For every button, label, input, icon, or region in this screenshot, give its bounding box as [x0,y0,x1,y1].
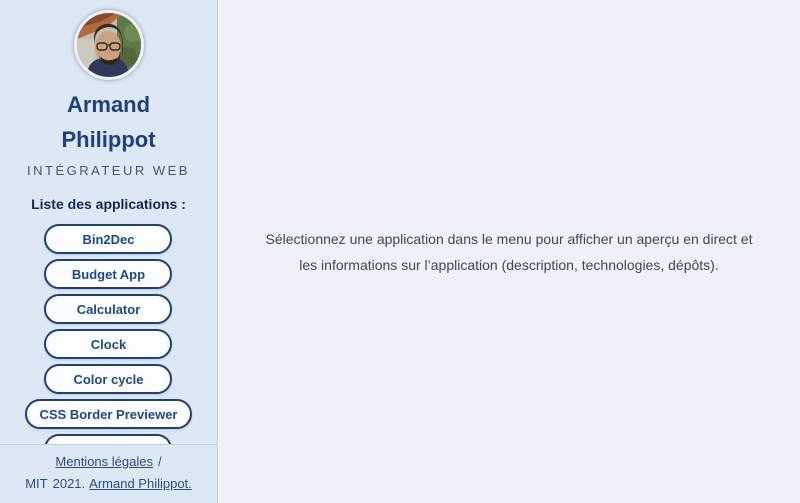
apps-nav [0,197,217,444]
app-button-calculator[interactable]: Calculator [44,294,172,324]
license-label: MIT [25,476,48,491]
sidebar [0,0,218,503]
avatar [74,10,144,80]
app-button-partial[interactable] [44,434,172,444]
footer-legal-line [55,454,161,469]
list-item [44,259,172,289]
footer-separator: / [157,454,162,469]
profile-name-line2: Philippot [61,127,156,152]
profile-name-line1: Armand [66,92,151,117]
list-item [44,224,172,254]
profile-name [61,87,155,157]
app-button-color-cycle[interactable]: Color cycle [44,364,172,394]
avatar-portrait-illustration [77,13,141,77]
list-item [44,329,172,359]
sidebar-footer [0,444,217,503]
profile-job-title: INTÉGRATEUR WEB [27,163,190,178]
placeholder-message: Sélectionnez une application dans le menu pour afficher un aperçu en direct et les informations sur l’application (description, technologies, dépôts). [265,230,753,273]
list-item [44,434,172,444]
apps-list [25,224,191,444]
app-button-css-border-previewer[interactable]: CSS Border Previewer [25,399,191,429]
apps-list-heading: Liste des applications : [31,197,186,212]
app-button-budget-app[interactable]: Budget App [44,259,172,289]
copyright-year: 2021. [52,476,86,491]
app-button-bin2dec[interactable]: Bin2Dec [44,224,172,254]
profile-card [0,0,217,180]
legal-notice-link[interactable]: Mentions légales [55,454,153,469]
footer-license-line [25,476,192,491]
list-item [25,399,191,429]
main-content [218,0,800,503]
app-button-clock[interactable]: Clock [44,329,172,359]
list-item [44,294,172,324]
list-item [44,364,172,394]
author-link[interactable]: Armand Philippot. [89,476,192,491]
